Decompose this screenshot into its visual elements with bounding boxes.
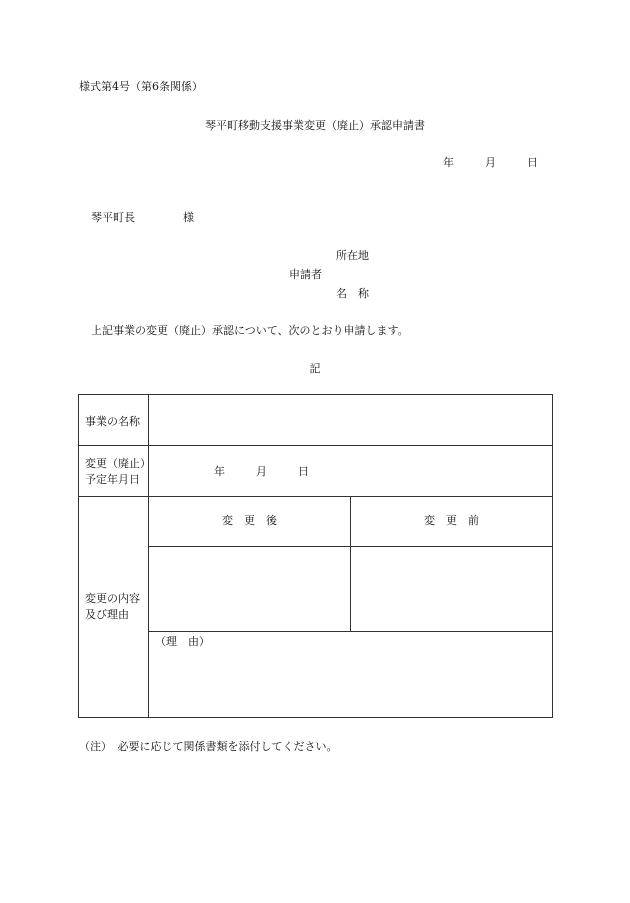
before-change-field[interactable] [352, 547, 551, 630]
table-col-divider [148, 395, 149, 717]
table-row-divider-1 [79, 445, 552, 446]
application-table [78, 394, 553, 718]
business-name-label: 事業の名称 [85, 415, 140, 428]
addressee-name: 琴平町長 [91, 211, 135, 224]
header-date [443, 157, 538, 168]
content-reason-label-line1: 変更の内容 [85, 592, 140, 605]
scheduled-date-day: 日 [298, 465, 309, 478]
intro-text: 上記事業の変更（廃止）承認について、次のとおり申請します。 [91, 324, 409, 337]
header-date-day: 日 [527, 156, 538, 169]
ki-heading: 記 [309, 362, 321, 375]
applicant-label: 申請者 [289, 268, 322, 281]
business-name-field[interactable] [150, 396, 550, 444]
address-label: 所在地 [336, 249, 369, 262]
header-date-month: 月 [485, 156, 496, 169]
scheduled-date-year: 年 [214, 465, 225, 478]
scheduled-date-label-line1: 変更（廃止） [85, 457, 151, 470]
reason-field[interactable] [150, 650, 550, 716]
addressee-honorific: 様 [183, 211, 194, 224]
scheduled-date-month: 月 [256, 465, 267, 478]
content-reason-label-line2: 及び理由 [85, 607, 129, 621]
scheduled-date-label [85, 456, 151, 488]
footnote: （注） 必要に応じて関係書類を添付してください。 [79, 740, 338, 753]
scheduled-date-label-line2: 予定年月日 [85, 472, 140, 486]
content-reason-label [85, 591, 140, 623]
after-change-header: 変 更 後 [222, 514, 277, 527]
reason-label: （理 由） [155, 635, 210, 648]
after-change-field[interactable] [150, 547, 349, 630]
header-date-year: 年 [443, 156, 454, 169]
table-row-divider-2 [79, 496, 552, 497]
scheduled-date-field[interactable] [214, 466, 309, 477]
before-change-header: 変 更 前 [424, 514, 479, 527]
name-label: 名 称 [336, 287, 369, 300]
form-number: 様式第4号（第6条関係） [79, 80, 203, 93]
document-title: 琴平町移動支援事業変更（廃止）承認申請書 [205, 119, 425, 132]
